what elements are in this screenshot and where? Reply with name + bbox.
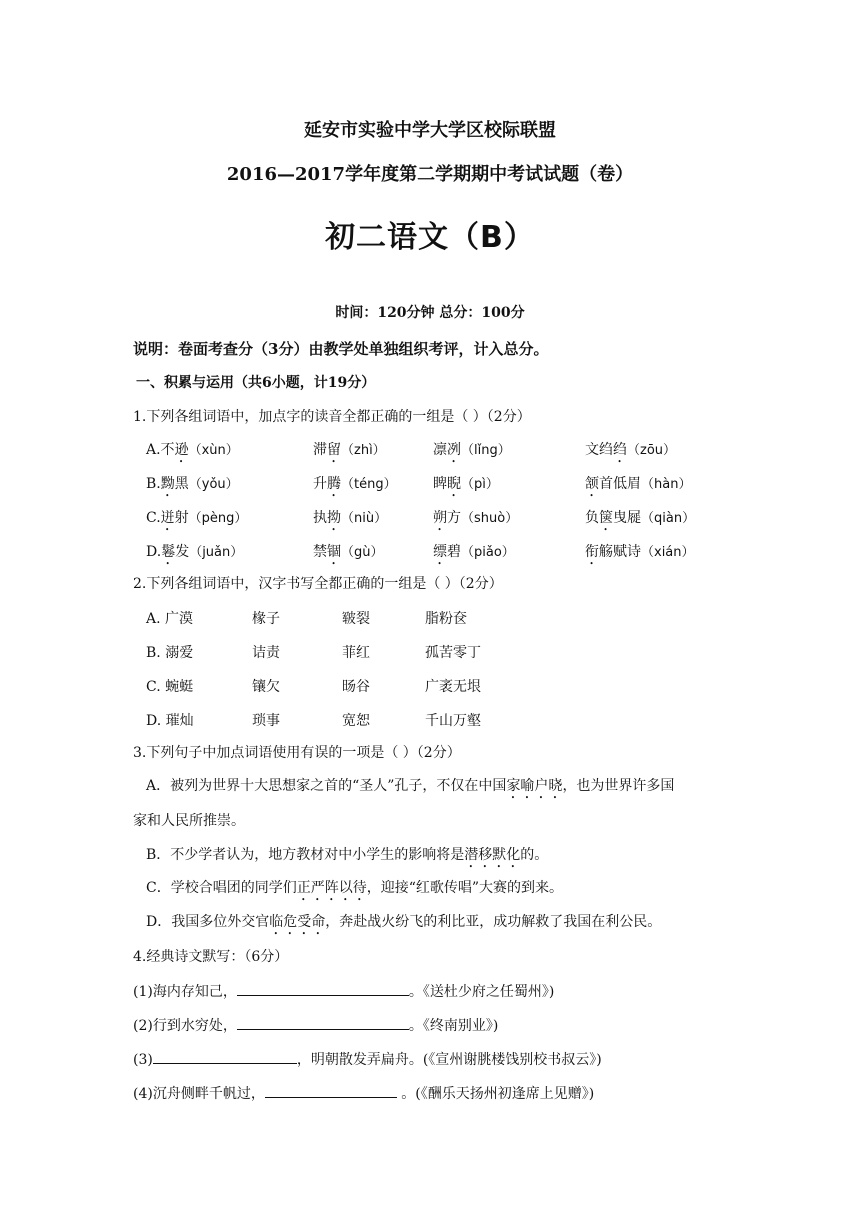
q1-stem: 1.下列各组词语中，加点字的读音全都正确的一组是（ ）（2分）	[133, 409, 531, 425]
time-info: 时间：120分钟 总分：100分	[335, 305, 525, 321]
q1-option-word	[585, 439, 676, 466]
q1-word-pin: （téng）	[341, 477, 397, 492]
q1-word-pre: 睥	[433, 476, 447, 492]
q3-a-pre: A．被列为世界十大思想家之首的“圣人”孔子，不仅在中国	[146, 778, 507, 794]
q4-line-2	[133, 1015, 498, 1035]
q1-word-dot: 冽	[447, 442, 461, 458]
q1-word-pre: D.	[146, 544, 162, 560]
q1-word-post: 曳屣	[613, 510, 641, 526]
q1-option-word	[433, 507, 518, 534]
q1-option-word	[313, 541, 384, 568]
q1-word-pre: A.不	[146, 442, 175, 458]
q3-b-post: 的。	[520, 847, 549, 863]
q1-option-word	[146, 541, 243, 568]
q1-word-pin: （hàn）	[641, 477, 692, 492]
q1-word-pre: 滞	[313, 442, 327, 458]
q2-option-word: 广袤无垠	[425, 679, 481, 695]
q4-l4-pre: (4)沉舟侧畔千帆过，	[133, 1086, 265, 1102]
q1-word-dot: 迸	[160, 510, 175, 526]
q1-word-pre: 升	[313, 476, 327, 492]
q1-option-word	[585, 541, 695, 568]
q3-option-a-continued: 家和人民所推崇。	[133, 813, 245, 829]
q4-l3-pre: (3)	[133, 1052, 153, 1068]
q1-option-word	[146, 439, 239, 466]
q2-option-word: 琐事	[252, 713, 280, 729]
term-title: 2016—2017学年度第二学期期中考试试题（卷）	[226, 164, 634, 185]
q1-word-pre: 凛	[433, 442, 447, 458]
q3-option-a	[146, 775, 674, 802]
q1-word-dot: 锢	[327, 544, 341, 560]
q3-option-c	[146, 877, 563, 904]
q1-word-dot: 颔	[585, 476, 599, 492]
q4-l4-post: 。(《酬乐天扬州初逢席上见赠》)	[396, 1086, 595, 1102]
q1-word-pre: 文绉	[585, 442, 613, 458]
q1-word-dot: 鬈	[161, 544, 176, 560]
q3-c-dotted: 正严阵以待	[296, 880, 367, 896]
q4-l2-pre: (2)行到水穷处，	[133, 1018, 237, 1034]
q2-option-word: 镶欠	[252, 679, 280, 695]
q1-word-pin: （pì）	[461, 477, 499, 492]
q2-option-word: B. 溺爱	[146, 645, 194, 661]
q4-l1-pre: (1)海内存知己，	[133, 984, 237, 1000]
q2-option-word: 脂粉奁	[425, 611, 467, 627]
q3-d-pre: D．我国多位外交官	[146, 914, 270, 930]
q4-l3-blank[interactable]	[153, 1049, 297, 1064]
q1-word-dot: 绉	[613, 442, 627, 458]
school-title: 延安市实验中学大学区校际联盟	[304, 120, 556, 141]
q3-b-dotted: 潜移默化	[464, 847, 521, 863]
q2-option-word: C. 蜿蜓	[146, 679, 194, 695]
q1-option-word	[146, 473, 239, 500]
q3-d-post: ，奔赴战火纷飞的利比亚，成功解救了我国在利公民。	[325, 914, 662, 930]
q1-word-post: 发	[175, 544, 190, 560]
q1-word-dot: 朔	[433, 510, 447, 526]
q2-option-word: D. 璀灿	[146, 713, 194, 729]
q1-word-pin: （shuò）	[461, 511, 519, 526]
q2-option-word: 孤苦零丁	[425, 645, 481, 661]
q3-stem: 3.下列句子中加点词语使用有误的一项是（ ）（2分）	[133, 745, 461, 761]
q1-word-pre: 执	[313, 510, 327, 526]
q4-l2-blank[interactable]	[237, 1015, 409, 1030]
q1-word-post: 黑	[174, 476, 189, 492]
q3-a-post: ，也为世界许多国	[562, 778, 675, 794]
q3-d-dotted: 临危受命	[269, 914, 326, 930]
q1-word-dot: 拗	[327, 510, 341, 526]
q2-option-word: 椽子	[252, 611, 280, 627]
q1-word-dot: 衔	[585, 544, 599, 560]
q2-option-word: 宽恕	[342, 713, 370, 729]
q1-word-pin: （gù）	[341, 545, 384, 560]
q1-option-word	[433, 473, 499, 500]
q1-option-word	[585, 473, 691, 500]
q1-word-dot: 箧	[599, 510, 613, 526]
q3-option-d	[146, 911, 661, 938]
q1-word-post: 射	[174, 510, 189, 526]
q1-word-dot: 留	[327, 442, 341, 458]
q2-option-word: A. 广漠	[146, 611, 194, 627]
q4-line-3	[133, 1049, 602, 1069]
exam-note: 说明：卷面考查分（3分）由教学处单独组织考评，计入总分。	[133, 340, 549, 358]
q4-l2-post: 。《终南别业》)	[408, 1018, 499, 1034]
q1-word-pin: （pèng）	[188, 511, 248, 526]
q3-c-post: ，迎接“红歌传唱”大赛的到来。	[366, 880, 564, 896]
q3-c-pre: C．学校合唱团的同学们	[146, 880, 297, 896]
q2-option-word: 诘责	[252, 645, 280, 661]
q1-word-pin: （zōu）	[627, 443, 677, 458]
q1-option-word	[313, 473, 397, 500]
q3-option-b	[146, 844, 548, 871]
q1-option-word	[433, 541, 515, 568]
q1-word-post: 方	[447, 510, 461, 526]
q1-word-dot: 睨	[447, 476, 461, 492]
q4-l1-blank[interactable]	[237, 981, 409, 996]
q1-word-pin: （qiàn）	[641, 511, 696, 526]
q2-option-word: 千山万壑	[425, 713, 481, 729]
q1-word-pin: （lǐng）	[461, 443, 511, 458]
q4-l3-post: ，明朝散发弄扁舟。(《宣州谢朓楼饯别校书叔云》)	[296, 1052, 602, 1068]
q1-word-pre: 负	[585, 510, 599, 526]
q2-option-word: 旸谷	[342, 679, 370, 695]
q1-word-pin: （xián）	[641, 545, 695, 560]
q1-word-pre: B.	[146, 476, 161, 492]
q1-word-post: 首低眉	[599, 476, 641, 492]
section-title: 一、积累与运用（共6小题，计19分）	[136, 375, 376, 391]
q1-word-pin: （piǎo）	[461, 545, 515, 560]
q2-stem: 2.下列各组词语中，汉字书写全都正确的一组是（ ）（2分）	[133, 576, 503, 592]
q1-word-dot: 逊	[174, 442, 189, 458]
q1-word-pre: C.	[146, 510, 161, 526]
q1-option-word	[433, 439, 511, 466]
q3-b-pre: B．不少学者认为，地方教材对中小学生的影响将是	[146, 847, 465, 863]
q4-l4-blank[interactable]	[265, 1083, 397, 1098]
q1-option-word	[585, 507, 695, 534]
q4-line-1	[133, 981, 554, 1001]
q1-word-pin: （niù）	[341, 511, 388, 526]
q1-word-post: 碧	[447, 544, 461, 560]
q1-word-pre: 禁	[313, 544, 327, 560]
q1-option-word	[313, 507, 387, 534]
q2-option-word: 菲红	[342, 645, 370, 661]
q1-option-word	[146, 507, 247, 534]
q1-word-pin: （xùn）	[188, 443, 239, 458]
q1-word-dot: 黝	[160, 476, 175, 492]
q2-option-word: 皲裂	[342, 611, 370, 627]
subject-title: 初二语文（B）	[325, 220, 535, 255]
q1-word-dot: 缥	[433, 544, 447, 560]
q1-word-dot: 腾	[327, 476, 341, 492]
q3-a-dotted: 家喻户晓	[506, 778, 563, 794]
q4-line-4	[133, 1083, 594, 1103]
q4-stem: 4.经典诗文默写：（6分）	[133, 949, 289, 965]
q1-option-word	[313, 439, 386, 466]
q1-word-post: 觞赋诗	[599, 544, 641, 560]
q1-word-pin: （yǒu）	[188, 477, 239, 492]
q4-l1-post: 。《送杜少府之任蜀州》)	[408, 984, 555, 1000]
q1-word-pin: （zhì）	[341, 443, 386, 458]
q1-word-pin: （juǎn）	[189, 545, 244, 560]
